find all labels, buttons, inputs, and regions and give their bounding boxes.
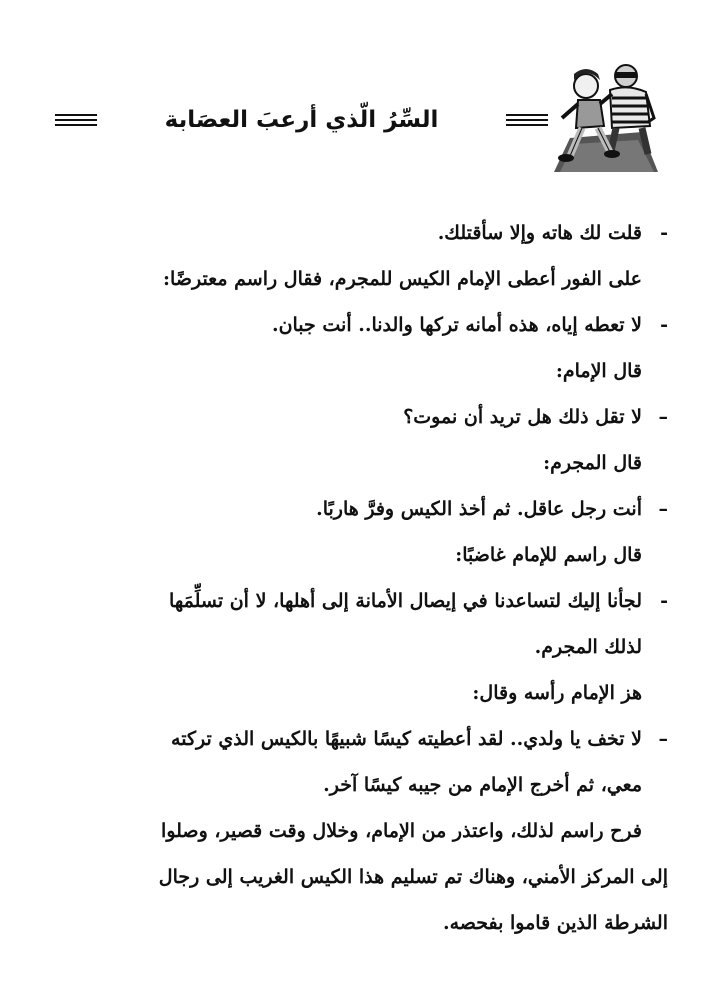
line-text: قال راسم للإمام غاضبًا: xyxy=(455,544,642,566)
chapter-header xyxy=(55,60,660,180)
line-text: لا تخف يا ولدي.. لقد أعطيته كيسًا شبيهًا بالكيس الذي تركته xyxy=(171,728,642,750)
text-line xyxy=(60,578,668,624)
text-line xyxy=(60,486,668,532)
line-text: معي، ثم أخرج الإمام من جيبه كيسًا آخر. xyxy=(323,774,642,796)
text-line xyxy=(60,394,668,440)
title-rule-left xyxy=(55,114,97,126)
text-line xyxy=(60,256,668,302)
dialog-dash: - xyxy=(660,590,668,612)
line-text: لجأنا إليك لتساعدنا في إيصال الأمانة إلى أهلها، لا أن تسلِّمَها xyxy=(169,590,642,612)
text-line xyxy=(60,210,668,256)
line-text: الشرطة الذين قاموا بفحصه. xyxy=(442,912,668,934)
text-line xyxy=(60,302,668,348)
line-text: لا تعطه إياه، هذه أمانه تركها والدنا.. أنت جبان. xyxy=(271,314,642,336)
text-line xyxy=(60,624,668,670)
line-text: لا تقل ذلك هل تريد أن نموت؟ xyxy=(403,406,642,428)
line-text: قال الإمام: xyxy=(555,360,642,382)
title-row xyxy=(55,98,548,142)
line-text: أنت رجل عاقل. ثم أخذ الكيس وفرَّ هاربًا. xyxy=(316,498,642,520)
boy-running-from-masked-thief-icon xyxy=(550,60,660,172)
dialog-dash: – xyxy=(658,728,668,750)
text-line xyxy=(60,762,668,808)
dialog-dash: – xyxy=(658,498,668,520)
dialog-dash: – xyxy=(658,406,668,428)
line-text: لذلك المجرم. xyxy=(534,636,642,658)
line-text: قلت لك هاته وإلا سأقتلك. xyxy=(437,222,642,244)
dialog-dash: - xyxy=(660,314,668,336)
text-line xyxy=(60,532,668,578)
line-text: قال المجرم: xyxy=(543,452,642,474)
story-text xyxy=(60,210,668,946)
line-text: فرح راسم لذلك، واعتذر من الإمام، وخلال وقت قصير، وصلوا xyxy=(161,820,642,842)
line-text: هز الإمام رأسه وقال: xyxy=(472,682,642,704)
line-text: على الفور أعطى الإمام الكيس للمجرم، فقال راسم معترضًا: xyxy=(163,268,642,290)
text-line xyxy=(60,716,668,762)
title-rule-right xyxy=(506,114,548,126)
text-line xyxy=(60,854,668,900)
text-line xyxy=(60,440,668,486)
text-line xyxy=(60,808,668,854)
text-line xyxy=(60,900,668,946)
dialog-dash: - xyxy=(660,222,668,244)
chapter-title: السِّرُ الّذي أرعبَ العصَابة xyxy=(164,107,439,133)
line-text: إلى المركز الأمني، وهناك تم تسليم هذا الكيس الغريب إلى رجال xyxy=(158,866,668,888)
text-line xyxy=(60,348,668,394)
text-line xyxy=(60,670,668,716)
